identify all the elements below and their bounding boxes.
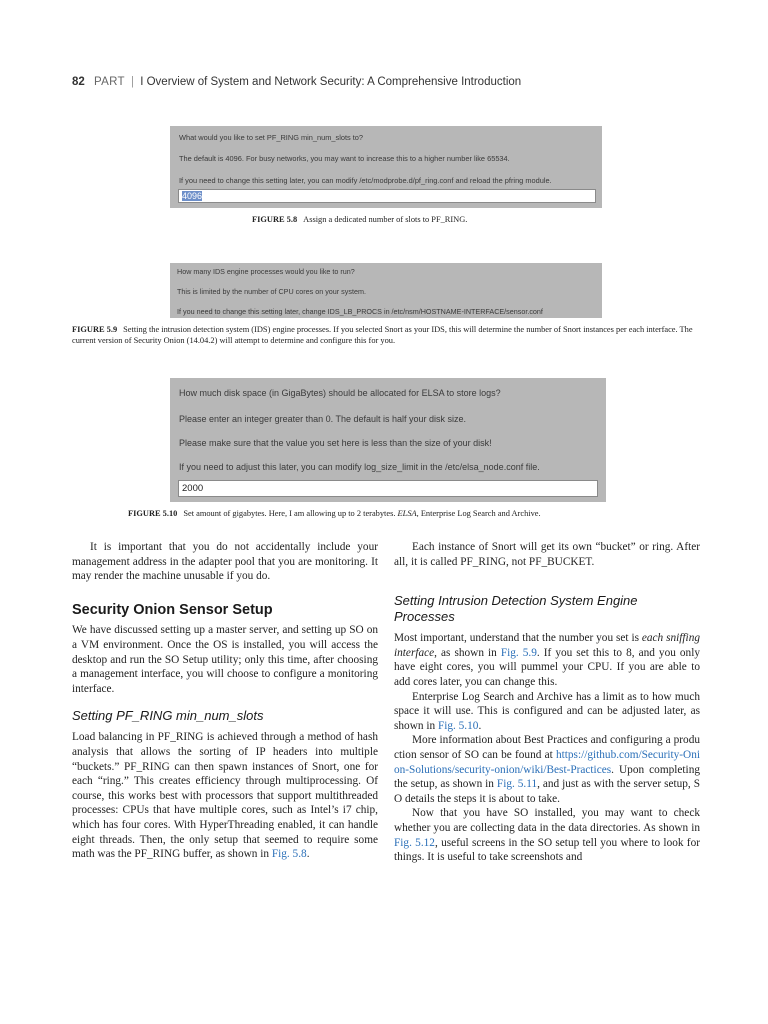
- header-separator: |: [131, 76, 135, 88]
- figure-5-9-screenshot: [170, 263, 602, 318]
- figure-5-8-screenshot: [170, 126, 602, 208]
- figure-5-10-caption: [128, 508, 541, 519]
- url-link[interactable]: https://github.com/Security-Onion-Solutions/security-onion/wiki/Best-Practices: [394, 748, 700, 776]
- caption-text: Set amount of gigabytes. Here, I am allowing up to 2 terabytes.: [183, 509, 396, 518]
- figure-5-9-caption: [72, 324, 702, 346]
- paragraph: Enterprise Log Search and Archive has a limit as to how much space it will use. This is configured and can be adjusted later, as shown in Fig. 5.10.: [394, 690, 700, 732]
- paragraph: Each instance of Snort will get its own “bucket” or ring. After all, it is called PF_RING, not PF_BUCKET.: [394, 541, 700, 568]
- caption-text: Setting the intrusion detection system (IDS) engine processes. If you selected Snort as your IDS, this will determine the number of Snort instances per each interface. The current version of Security Onion (14.04.2) will attempt to determine and configure this for you.: [72, 325, 693, 345]
- part-title: I Overview of System and Network Security: A Comprehensive Introduction: [140, 76, 522, 88]
- paragraph: Most important, understand that the number you set is each sniffing interface, as shown in Fig. 5.9. If you set this to 8, and you only have eight cores, you will pummel your CPU. If you are able to add cores later, you can change this.: [394, 632, 700, 688]
- dialog-line: The default is 4096. For busy networks, you may want to increase this to a higher number like 65534.: [179, 154, 510, 163]
- dialog-line: If you need to adjust this later, you can modify log_size_limit in the /etc/elsa_node.conf file.: [179, 462, 540, 472]
- paragraph: Load balancing in PF_RING is achieved through a method of hash analysis that allows the sorting of IP headers into multiple “buckets.” PF_RING can then spawn instances of Snort, one for each “ring.” This creates efficiency through multiprocessing. Of course, this works best with processors that support multithreaded processes: CPUs that have multiple cores, such as Intel’s i7 chip, which has four cores. With HyperThreading enabled, it can handle eight threads. Then, the only setup that seemed to require some math was the PF_RING buffer, as shown in Fig. 5.8.: [72, 731, 378, 861]
- part-label: PART: [94, 76, 125, 88]
- figure-link[interactable]: Fig. 5.12: [394, 836, 435, 849]
- dialog-line: This is limited by the number of CPU cores on your system.: [177, 287, 366, 296]
- page-number: 82: [72, 76, 85, 88]
- caption-label: FIGURE 5.9: [72, 325, 118, 334]
- caption-italic: ELSA: [397, 509, 417, 518]
- running-header: [72, 76, 521, 88]
- dialog-line: Please enter an integer greater than 0. The default is half your disk size.: [179, 414, 467, 424]
- dialog-line: If you need to change this setting later, change IDS_LB_PROCS in /etc/nsm/HOSTNAME-INTERFACE/sensor.conf: [177, 307, 543, 316]
- figure-link[interactable]: Fig. 5.8: [271, 848, 307, 861]
- right-column: [394, 540, 700, 865]
- paragraph: Now that you have SO installed, you may want to check whether you are collecting data in the data directories. As shown in Fig. 5.12, useful screens in the SO setup tell you where to look for things. It is useful to take screenshots and: [394, 807, 700, 864]
- disk-space-input[interactable]: [178, 480, 598, 497]
- disk-space-input-value: 2000: [182, 483, 204, 494]
- caption-text: Assign a dedicated number of slots to PF_RING.: [303, 215, 468, 224]
- figure-link[interactable]: Fig. 5.11: [496, 778, 538, 791]
- subsection-heading: Setting PF_RING min_num_slots: [72, 708, 264, 724]
- figure-link[interactable]: Fig. 5.10: [437, 719, 479, 732]
- caption-label: FIGURE 5.8: [252, 215, 298, 224]
- dialog-line: Please make sure that the value you set here is less than the size of your disk!: [179, 438, 492, 448]
- slots-input-value: 4096: [182, 191, 203, 201]
- paragraph: More information about Best Practices and configuring a production sensor of SO can be found at https://github.com/Security-Onion-Solutions/security-onion/wiki/Best-Practices. Upon completing the setup, as shown in Fig. 5.11, and just as with the server setup, SO details the steps it is about to take.: [394, 734, 700, 805]
- paragraph: It is important that you do not accidentally include your management address in the adapter pool that you are monitoring. It may render the machine unusable if you do.: [72, 541, 378, 583]
- figure-5-8-caption: [252, 214, 467, 225]
- figure-link[interactable]: Fig. 5.9: [500, 646, 537, 659]
- figure-5-10-screenshot: [170, 378, 606, 502]
- dialog-line: If you need to change this setting later, you can modify /etc/modprobe.d/pf_ring.conf and reload the pfring module.: [179, 176, 552, 185]
- dialog-line: How many IDS engine processes would you like to run?: [177, 267, 355, 276]
- dialog-line: How much disk space (in GigaBytes) should be allocated for ELSA to store logs?: [179, 388, 501, 398]
- subsection-heading: Setting Intrusion Detection System Engine Processes: [394, 593, 638, 625]
- paragraph: We have discussed setting up a master server, and setting up SO on a VM environment. Once the OS is installed, you will access the desktop and run the SO Setup utility; only this time, after choosing a management interface, you will choose to configure a monitoring interface.: [72, 624, 378, 695]
- caption-text-end: , Enterprise Log Search and Archive.: [416, 509, 541, 518]
- caption-label: FIGURE 5.10: [128, 509, 178, 518]
- left-column: [72, 540, 378, 862]
- section-heading: Security Onion Sensor Setup: [72, 601, 273, 618]
- dialog-line: What would you like to set PF_RING min_num_slots to?: [179, 133, 364, 142]
- slots-input[interactable]: [178, 189, 596, 203]
